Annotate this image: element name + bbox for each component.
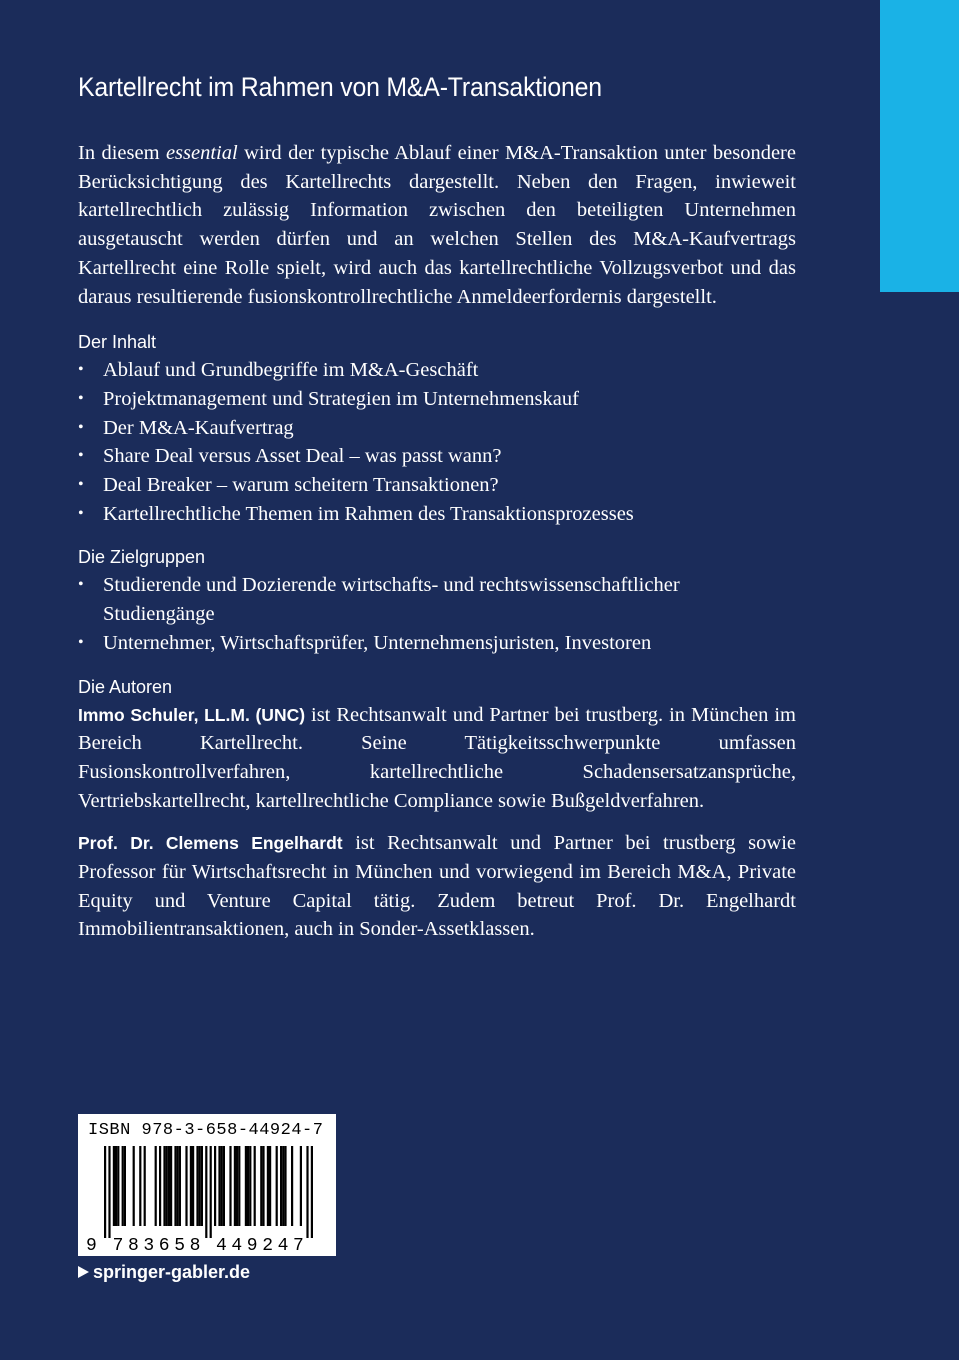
list-item: • Studierende und Dozierende wirtschafts- und rechtswissenschaftlicher Studiengänge bbox=[78, 571, 796, 628]
barcode-bar bbox=[238, 1146, 240, 1226]
barcode-bar bbox=[214, 1146, 216, 1226]
barcode-bar bbox=[122, 1146, 124, 1226]
barcode-bar bbox=[190, 1146, 192, 1226]
intro-paragraph bbox=[78, 139, 796, 311]
barcode-bar bbox=[104, 1146, 106, 1238]
barcode-bar bbox=[117, 1146, 119, 1226]
barcode-bar bbox=[254, 1146, 256, 1226]
publisher-url: springer-gabler.de bbox=[93, 1262, 251, 1282]
list-item: • Deal Breaker – warum scheitern Transaktionen? bbox=[78, 471, 796, 500]
author-paragraph bbox=[78, 701, 796, 816]
barcode-bar bbox=[163, 1146, 165, 1226]
barcode-bar bbox=[260, 1146, 262, 1226]
barcode-digit: 9 bbox=[246, 1236, 258, 1252]
barcode-bar bbox=[139, 1146, 141, 1226]
author-name: Immo Schuler, LL.M. (UNC) bbox=[78, 704, 306, 725]
intro-emphasis: essential bbox=[165, 142, 238, 164]
barcode-bar bbox=[236, 1146, 238, 1226]
barcode-bar bbox=[311, 1146, 313, 1238]
barcode-graphic bbox=[84, 1146, 330, 1252]
list-item: • Der M&A-Kaufvertrag bbox=[78, 414, 796, 443]
barcode-bar bbox=[269, 1146, 271, 1226]
barcode-bar bbox=[247, 1146, 249, 1226]
barcode-bar bbox=[192, 1146, 194, 1226]
barcode-bar bbox=[291, 1146, 293, 1226]
barcode-bar bbox=[280, 1146, 282, 1226]
barcode-digit: 7 bbox=[112, 1236, 124, 1252]
barcode-bar bbox=[282, 1146, 284, 1226]
book-title: Kartellrecht im Rahmen von M&A-Transaktionen bbox=[78, 72, 602, 102]
zielgruppen-heading: Die Zielgruppen bbox=[78, 547, 206, 568]
publisher-link[interactable] bbox=[78, 1262, 250, 1283]
back-cover-content bbox=[78, 72, 796, 944]
barcode-bar bbox=[245, 1146, 247, 1226]
barcode-bar bbox=[249, 1146, 251, 1226]
barcode-bar bbox=[168, 1146, 170, 1226]
barcode-bar bbox=[276, 1146, 278, 1226]
barcode-bar bbox=[229, 1146, 231, 1226]
inhalt-heading: Der Inhalt bbox=[78, 332, 157, 353]
barcode-digit: 4 bbox=[231, 1236, 243, 1252]
list-item: • Ablauf und Grundbegriffe im M&A-Geschäft bbox=[78, 356, 796, 385]
list-item: • Share Deal versus Asset Deal – was passt wann? bbox=[78, 442, 796, 471]
barcode-bar bbox=[267, 1146, 269, 1226]
barcode-bar bbox=[166, 1146, 168, 1226]
barcode-digit: 5 bbox=[174, 1236, 186, 1252]
barcode-digit: 7 bbox=[293, 1236, 304, 1252]
barcode-bar bbox=[201, 1146, 203, 1226]
barcode-digit: 6 bbox=[158, 1236, 170, 1252]
author-bio: ist Rechtsanwalt und Partner bei trustberg sowie Professor für Wirtschaftsrecht in München und vorwiegend im Bereich M&A, Private Equity und Venture Capital tätig. Zudem betreut Prof. Dr. Engelhardt Immobilientransaktionen, auch in Sonder-Assetklassen. bbox=[78, 832, 796, 941]
barcode-bar bbox=[133, 1146, 135, 1226]
barcode-bar bbox=[262, 1146, 264, 1226]
barcode-bar bbox=[218, 1146, 220, 1226]
autoren-heading: Die Autoren bbox=[78, 676, 173, 697]
intro-text-before: In diesem bbox=[78, 142, 166, 164]
barcode-digit: 2 bbox=[262, 1236, 274, 1252]
zielgruppen-list bbox=[78, 571, 796, 657]
barcode-bar bbox=[196, 1146, 198, 1226]
barcode-bar bbox=[177, 1146, 179, 1226]
barcode-bar bbox=[223, 1146, 225, 1226]
barcode-digits bbox=[86, 1236, 304, 1252]
barcode-bar bbox=[199, 1146, 201, 1226]
intro-text-after: wird der typische Ablauf einer M&A-Transaktion unter besondere Berücksichtigung des Kartellrechts dargestellt. Neben den Fragen, inwieweit kartellrechtlich zulässig Information zwischen den beteiligten Unternehmen ausgetauscht werden dürfen und an welchen Stellen des M&A-Kaufvertrags Kartellrecht eine Rolle spielt, wird auch das kartellrechtliche Vollzugsverbot und das daraus resultierende fusionskontrollrechtliche Anmeldeerfordernis dargestellt. bbox=[78, 142, 796, 308]
barcode-bar bbox=[205, 1146, 207, 1238]
barcode-bar bbox=[221, 1146, 223, 1226]
barcode-bar bbox=[144, 1146, 146, 1226]
list-item: • Unternehmer, Wirtschaftsprüfer, Unternehmensjuristen, Investoren bbox=[78, 629, 796, 658]
barcode-digit: 4 bbox=[216, 1236, 227, 1252]
accent-bar bbox=[880, 0, 959, 292]
barcode-bar bbox=[284, 1146, 286, 1226]
barcode-bar bbox=[210, 1146, 212, 1238]
barcode-bar bbox=[174, 1146, 176, 1226]
barcode-bar bbox=[185, 1146, 187, 1226]
author-name: Prof. Dr. Clemens Engelhardt bbox=[78, 833, 343, 854]
barcode-digit: 3 bbox=[143, 1236, 155, 1252]
barcode-bar bbox=[170, 1146, 172, 1226]
isbn-label: ISBN 978-3-658-44924-7 bbox=[88, 1121, 324, 1140]
list-item: • Kartellrechtliche Themen im Rahmen des Transaktionsprozesses bbox=[78, 500, 796, 529]
inhalt-list bbox=[78, 356, 796, 528]
barcode-digit: 4 bbox=[277, 1236, 289, 1252]
barcode-bar bbox=[306, 1146, 308, 1238]
isbn-barcode bbox=[78, 1114, 336, 1256]
barcode-bar bbox=[115, 1146, 117, 1226]
barcode-bar bbox=[179, 1146, 181, 1226]
barcode-bar bbox=[234, 1146, 236, 1226]
barcode-bar bbox=[159, 1146, 161, 1226]
author-bio: ist Rechtsanwalt und Partner bei trustberg. in München im Bereich Kartellrecht. Seine Tätigkeitsschwerpunkte umfassen Fusionskontrollverfahren, kartellrechtliche Schadensersatzansprüche, Vertriebskartellrecht, kartellrechtliche Compliance sowie Bußgeldverfahren. bbox=[78, 703, 796, 812]
barcode-bars bbox=[104, 1146, 313, 1238]
barcode-bar bbox=[124, 1146, 126, 1226]
barcode-bar bbox=[300, 1146, 302, 1226]
barcode-bar bbox=[108, 1146, 110, 1238]
arrow-right-icon bbox=[78, 1266, 89, 1278]
author-paragraph bbox=[78, 829, 796, 944]
list-item: • Projektmanagement und Strategien im Unternehmenskauf bbox=[78, 385, 796, 414]
barcode-digit: 8 bbox=[128, 1236, 139, 1252]
barcode-digit: 8 bbox=[189, 1236, 201, 1252]
barcode-bar bbox=[155, 1146, 157, 1226]
barcode-bar bbox=[113, 1146, 115, 1226]
barcode-digit: 9 bbox=[86, 1236, 97, 1252]
